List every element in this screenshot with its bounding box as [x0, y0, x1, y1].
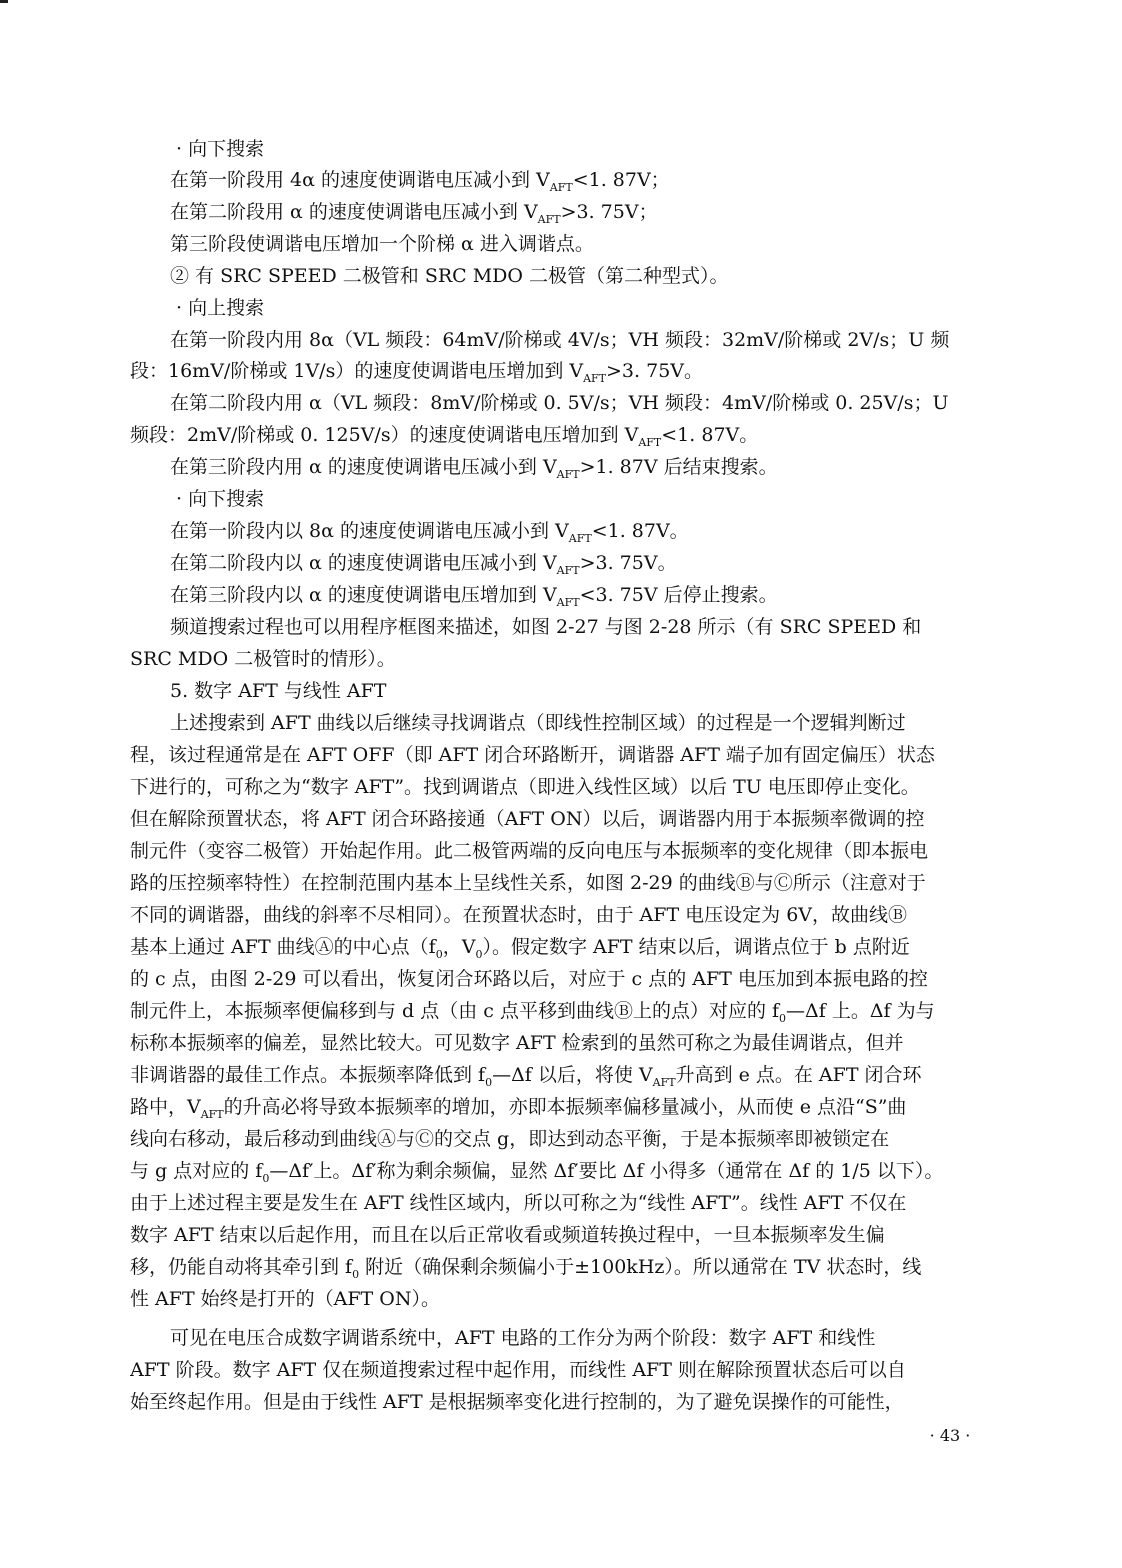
text-line: 标称本振频率的偏差，显然比较大。可见数字 AFT 检索到的虽然可称之为最佳调谐点，但并 — [130, 1032, 904, 1054]
text-line: 性 AFT 始终是打开的（AFT ON）。 — [130, 1288, 440, 1310]
text-line: 下进行的，可称之为“数字 AFT”。找到调谐点（即进入线性区域）以后 TU 电压即停止变化。 — [130, 776, 920, 798]
text-line: 在第一阶段内以 8α 的速度使调谐电压减小到 $V_{AFT}<1$. 87V。 — [170, 520, 689, 545]
scan-mark — [0, 0, 8, 3]
page-number: · 43 · — [929, 1426, 971, 1445]
text-line: 在第二阶段用 α 的速度使调谐电压减小到 $V_{AFT}>3$. 75V； — [170, 201, 658, 226]
text-line: 制元件上，本振频率便偏移到与 d 点（由 c 点平移到曲线Ⓑ上的点）对应的 $f_0—\Delta f$ 上。Δf 为与 — [130, 1000, 935, 1025]
text-line: 在第二阶段内用 α（VL 频段：8mV/阶梯或 0. 5V/s；VH 频段：4mV/阶梯或 0. 25V/s；U — [170, 392, 949, 414]
text-line: 在第三阶段内用 α 的速度使调谐电压减小到 $V_{AFT}>1$. 87V 后结束搜索。 — [170, 456, 778, 481]
text-line: 可见在电压合成数字调谐系统中，AFT 电路的工作分为两个阶段：数字 AFT 和线性 — [170, 1327, 876, 1349]
text-line: 频道搜索过程也可以用程序框图来描述，如图 2-27 与图 2-28 所示（有 SRC SPEED 和 — [170, 616, 922, 638]
text-line: 上述搜索到 AFT 曲线以后继续寻找调谐点（即线性控制区域）的过程是一个逻辑判断过 — [170, 712, 906, 734]
text-line: 第三阶段使调谐电压增加一个阶梯 α 进入调谐点。 — [170, 233, 594, 255]
text-line: 但在解除预置状态，将 AFT 闭合环路接通（AFT ON）以后，调谐器内用于本振频率微调的控 — [130, 808, 925, 830]
text-line: 段：16mV/阶梯或 1V/s）的速度使调谐电压增加到 $V_{AFT}>3$. 75V。 — [130, 360, 704, 385]
text-line: 非调谐器的最佳工作点。本振频率降低到 $f_0—\Delta f$ 以后，将使 $V_{AFT}$升高到 e 点。在 AFT 闭合环 — [130, 1064, 922, 1089]
text-line: 数字 AFT 结束以后起作用，而且在以后正常收看或频道转换过程中，一旦本振频率发生偏 — [130, 1224, 885, 1246]
text-line: 路中，$V_{AFT}$的升高必将导致本振频率的增加，亦即本振频率偏移量减小，从而使 e 点沿“S”曲 — [130, 1096, 907, 1121]
text-line: 在第二阶段内以 α 的速度使调谐电压减小到 $V_{AFT}>3$. 75V。 — [170, 552, 677, 577]
text-line: 5. 数字 AFT 与线性 AFT — [170, 680, 387, 702]
text-line: 制元件（变容二极管）开始起作用。此二极管两端的反向电压与本振频率的变化规律（即本振电 — [130, 840, 929, 862]
text-line: 在第一阶段用 4α 的速度使调谐电压减小到 $V_{AFT}<1$. 87V； — [170, 169, 670, 194]
text-line: 移，仍能自动将其牵引到 $f_0$ 附近（确保剩余频偏小于±100kHz）。所以通常在 TV 状态时，线 — [130, 1256, 922, 1281]
text-line: 的 c 点，由图 2-29 可以看出，恢复闭合环路以后，对应于 c 点的 AFT 电压加到本振电路的控 — [130, 968, 928, 990]
text-line: 与 g 点对应的 $f_0—\Delta f'$上。Δf′称为剩余频偏，显然 Δf′要比 Δf 小得多（通常在 Δf 的 1/5 以下）。 — [130, 1160, 944, 1185]
text-line: 频段：2mV/阶梯或 0. 125V/s）的速度使调谐电压增加到 $V_{AFT}<1$. 87V。 — [130, 424, 759, 449]
text-line: 在第一阶段内用 8α（VL 频段：64mV/阶梯或 4V/s；VH 频段：32mV/阶梯或 2V/s；U 频 — [170, 329, 950, 351]
text-line: 基本上通过 AFT 曲线Ⓐ的中心点（$f_0$，$V_0$）。假定数字 AFT 结束以后，调谐点位于 b 点附近 — [130, 936, 910, 961]
text-line: 在第三阶段内以 α 的速度使调谐电压增加到 $V_{AFT}<3$. 75V 后停止搜索。 — [170, 584, 778, 609]
text-line: 由于上述过程主要是发生在 AFT 线性区域内，所以可称之为“线性 AFT”。线性 AFT 不仅在 — [130, 1192, 907, 1214]
text-line: · 向上搜索 — [176, 297, 265, 319]
text-line: · 向下搜索 — [176, 138, 265, 160]
text-line: 始至终起作用。但是由于线性 AFT 是根据频率变化进行控制的，为了避免误操作的可能性， — [130, 1391, 904, 1413]
text-line: 路的压控频率特性）在控制范围内基本上呈线性关系，如图 2-29 的曲线Ⓑ与Ⓒ所示（注意对于 — [130, 872, 926, 894]
text-line: SRC MDO 二极管时的情形）。 — [130, 648, 396, 670]
text-line: 线向右移动，最后移动到曲线Ⓐ与Ⓒ的交点 g，即达到动态平衡，于是本振频率即被锁定在 — [130, 1128, 890, 1150]
text-line: 程，该过程通常是在 AFT OFF（即 AFT 闭合环路断开，调谐器 AFT 端子加有固定偏压）状态 — [130, 744, 935, 766]
text-line: ② 有 SRC SPEED 二极管和 SRC MDO 二极管（第二种型式）。 — [170, 265, 729, 287]
text-line: · 向下搜索 — [176, 488, 265, 510]
text-line: AFT 阶段。数字 AFT 仅在频道搜索过程中起作用，而线性 AFT 则在解除预置状态后可以自 — [130, 1359, 906, 1381]
text-line: 不同的调谐器，曲线的斜率不尽相同）。在预置状态时，由于 AFT 电压设定为 6V，故曲线Ⓑ — [130, 904, 908, 926]
